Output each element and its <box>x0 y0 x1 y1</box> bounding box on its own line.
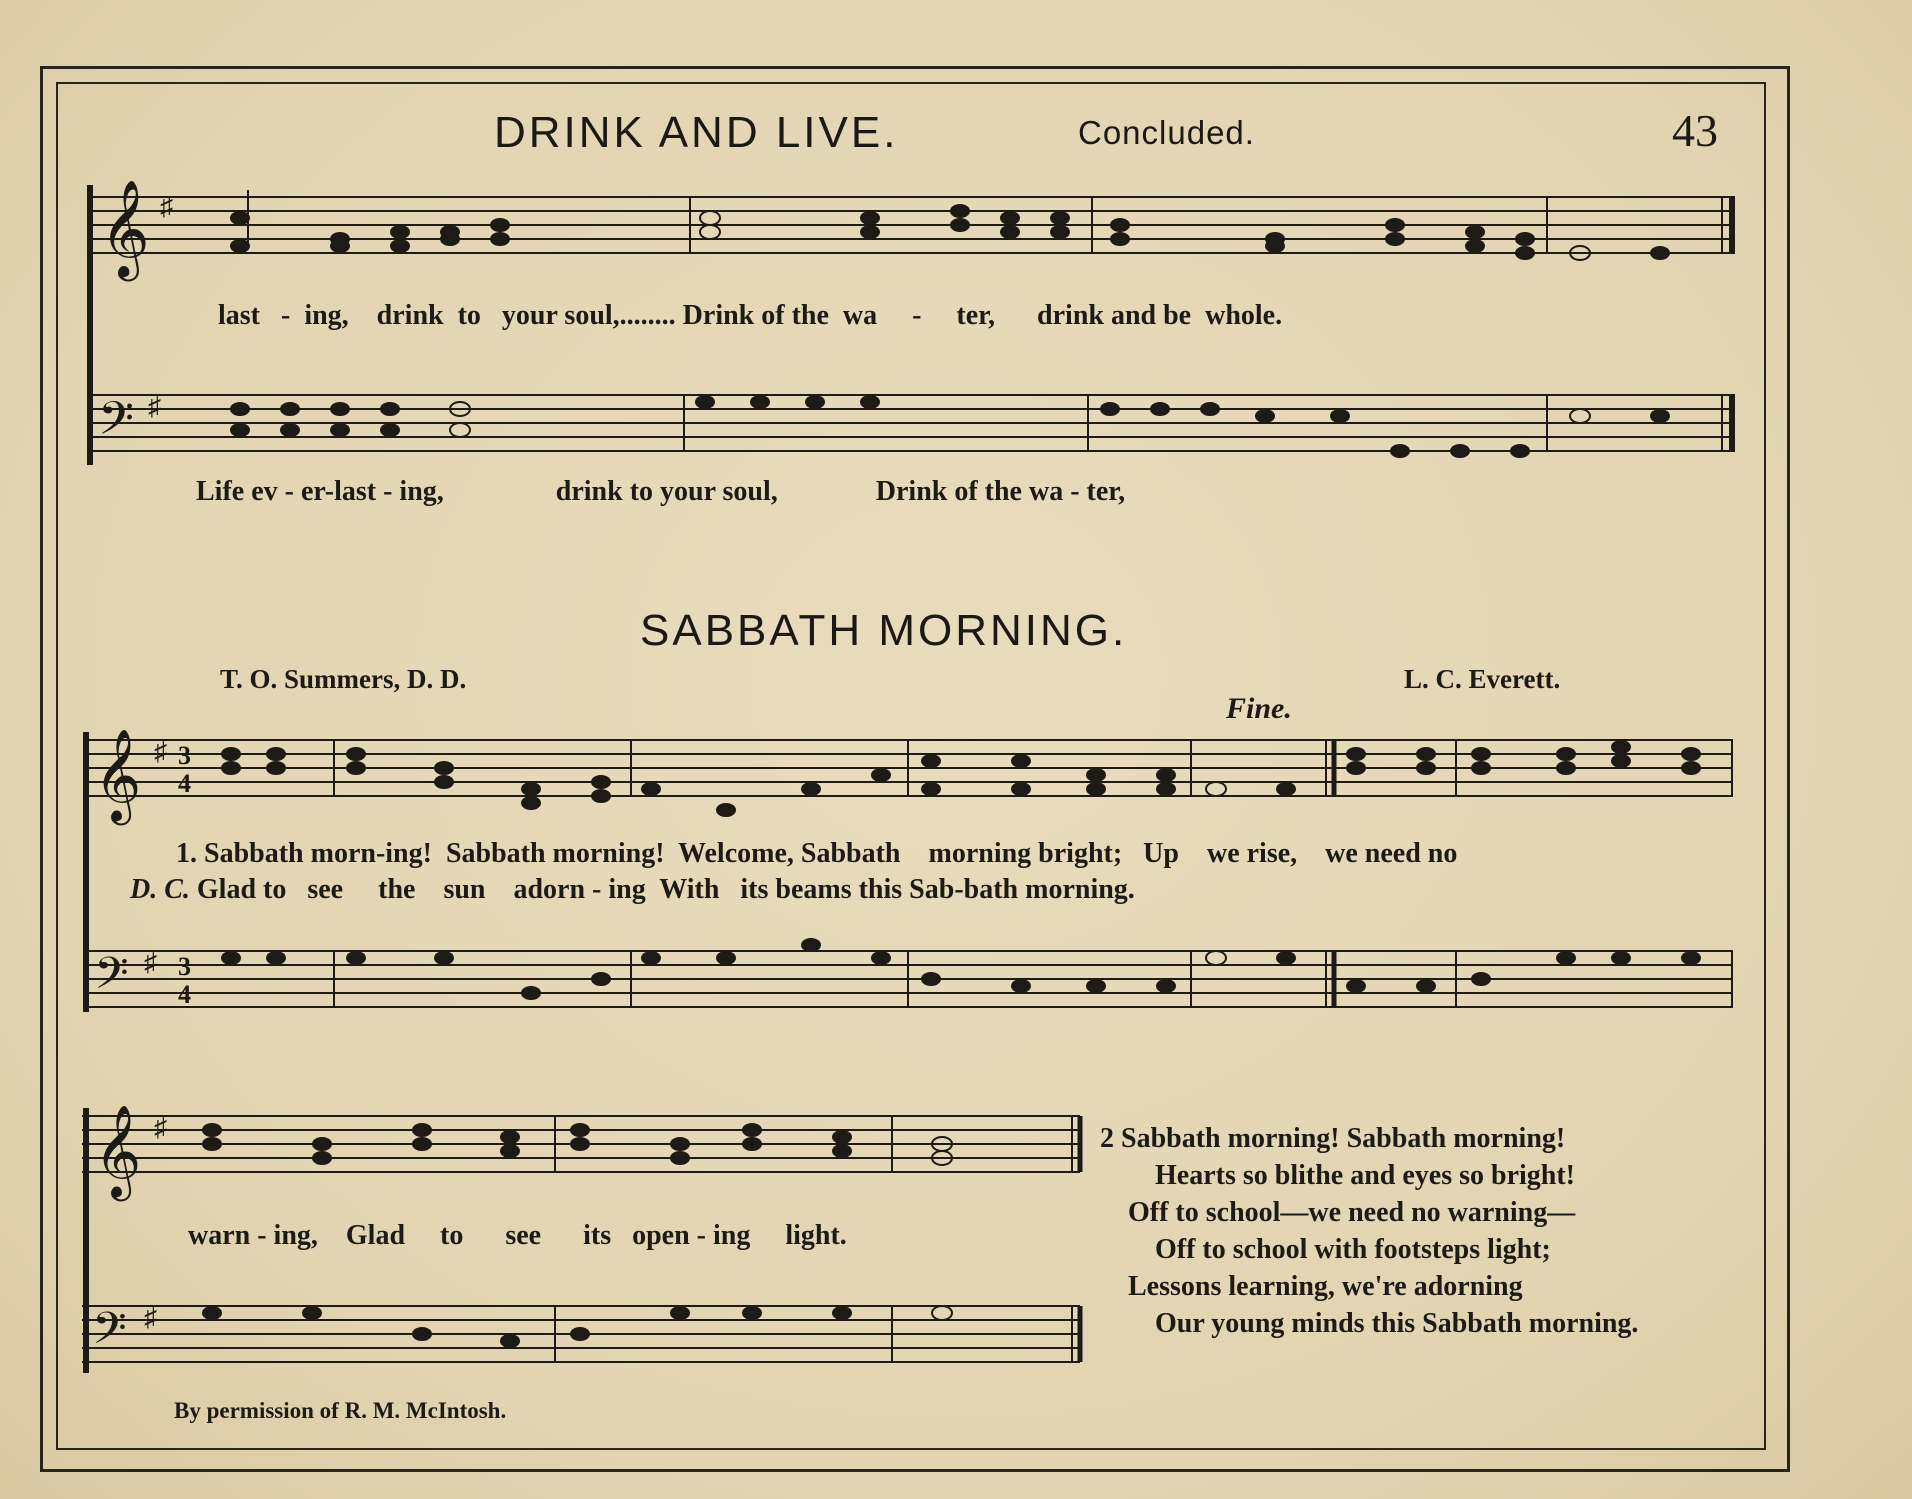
verse-2-line: Hearts so blithe and eyes so bright! <box>1155 1160 1575 1191</box>
svg-text:4: 4 <box>178 769 191 798</box>
page-number: 43 <box>1672 105 1718 156</box>
hymn2-line2 <box>130 874 1135 906</box>
permission-note: By permission of R. M. McIntosh. <box>174 1398 507 1423</box>
svg-text:♯: ♯ <box>154 737 167 766</box>
svg-text:♯: ♯ <box>160 192 173 221</box>
staff-bass-3 <box>82 1300 1082 1380</box>
svg-text:♯: ♯ <box>144 948 157 977</box>
svg-text:𝄢: 𝄢 <box>94 949 129 1009</box>
svg-text:𝄢: 𝄢 <box>92 1304 127 1364</box>
svg-text:𝄞: 𝄞 <box>94 1108 142 1196</box>
verse-2-line: Lessons learning, we're adorning <box>1128 1271 1523 1302</box>
staff-treble-2 <box>86 732 1736 832</box>
hymn2-author: T. O. Summers, D. D. <box>220 664 467 694</box>
hymn2-line1-lyrics: 1. Sabbath morn-ing! Sabbath morning! Welcome, Sabbath morning bright; Up we rise, we need no <box>176 838 1458 869</box>
svg-text:𝄞: 𝄞 <box>94 732 142 820</box>
svg-text:3: 3 <box>178 741 191 770</box>
svg-text:𝄞: 𝄞 <box>100 183 150 276</box>
staff-bass-1 <box>90 385 1740 475</box>
svg-text:4: 4 <box>178 980 191 1009</box>
hymn2-line2-lyrics: Glad to see the sun adorn - ing With its beams this Sab-bath morning. <box>189 874 1135 905</box>
verse-2 <box>1100 1120 1638 1342</box>
dc-marking: D. C. <box>130 874 190 905</box>
svg-text:𝄢: 𝄢 <box>98 394 135 456</box>
svg-text:♯: ♯ <box>154 1113 167 1142</box>
hymn2-line3-lyrics: warn - ing, Glad to see its open - ing light. <box>188 1220 847 1251</box>
svg-text:♯: ♯ <box>144 1303 157 1332</box>
verse-2-line: 2 Sabbath morning! Sabbath morning! <box>1100 1123 1566 1154</box>
verse-2-line: Off to school—we need no warning— <box>1128 1197 1576 1228</box>
hymn1-treble-lyrics: last - ing, drink to your soul,........ Drink of the wa - ter, drink and be whole. <box>218 300 1283 331</box>
svg-text:♯: ♯ <box>148 392 161 421</box>
hymn1-subtitle: Concluded. <box>1078 114 1255 151</box>
hymn1-bass-lyrics: Life ev - er-last - ing, drink to your soul, Drink of the wa - ter, <box>196 476 1126 507</box>
staff-bass-2 <box>86 945 1736 1025</box>
staff-treble-3 <box>82 1108 1082 1208</box>
staff-treble-1 <box>90 185 1740 295</box>
svg-text:3: 3 <box>178 952 191 981</box>
verse-2-line: Our young minds this Sabbath morning. <box>1155 1308 1639 1339</box>
hymn2-title: SABBATH MORNING. <box>640 606 1128 655</box>
verse-2-line: Off to school with footsteps light; <box>1155 1234 1551 1265</box>
hymn2-composer: L. C. Everett. <box>1404 664 1561 694</box>
hymn1-title: DRINK AND LIVE. <box>494 108 899 157</box>
fine-marking: Fine. <box>1226 692 1292 725</box>
